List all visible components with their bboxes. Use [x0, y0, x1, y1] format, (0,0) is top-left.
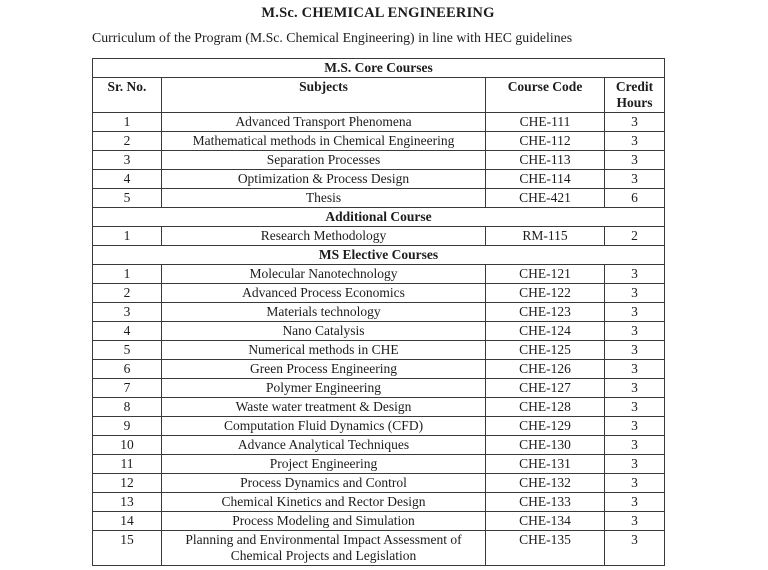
course-row: [93, 531, 665, 566]
course-code: CHE-124: [486, 322, 605, 341]
course-row: [93, 379, 665, 398]
section-heading: MS Elective Courses: [93, 246, 665, 265]
course-code: CHE-126: [486, 360, 605, 379]
course-row: [93, 189, 665, 208]
course-subject: Advanced Process Economics: [162, 284, 486, 303]
course-code: CHE-121: [486, 265, 605, 284]
column-header-code: Course Code: [486, 78, 605, 113]
course-sr: 10: [93, 436, 162, 455]
course-code: CHE-114: [486, 170, 605, 189]
column-header-sr: Sr. No.: [93, 78, 162, 113]
course-code: CHE-133: [486, 493, 605, 512]
course-subject: Planning and Environmental Impact Assessment of Chemical Projects and Legislation: [162, 531, 486, 566]
course-sr: 4: [93, 170, 162, 189]
course-code: CHE-127: [486, 379, 605, 398]
section-heading: M.S. Core Courses: [93, 59, 665, 78]
course-row: [93, 151, 665, 170]
course-subject: Computation Fluid Dynamics (CFD): [162, 417, 486, 436]
column-header-subject: Subjects: [162, 78, 486, 113]
course-credits: 3: [605, 322, 665, 341]
course-credits: 3: [605, 455, 665, 474]
course-code: RM-115: [486, 227, 605, 246]
course-credits: 3: [605, 398, 665, 417]
course-row: [93, 284, 665, 303]
course-subject: Materials technology: [162, 303, 486, 322]
section-heading-row: [93, 246, 665, 265]
course-subject: Process Dynamics and Control: [162, 474, 486, 493]
course-subject: Chemical Kinetics and Rector Design: [162, 493, 486, 512]
course-credits: 3: [605, 360, 665, 379]
course-credits: 2: [605, 227, 665, 246]
course-code: CHE-122: [486, 284, 605, 303]
course-code: CHE-111: [486, 113, 605, 132]
course-row: [93, 512, 665, 531]
section-heading-row: [93, 59, 665, 78]
course-row: [93, 132, 665, 151]
course-subject: Waste water treatment & Design: [162, 398, 486, 417]
course-subject: Project Engineering: [162, 455, 486, 474]
course-code: CHE-421: [486, 189, 605, 208]
course-subject: Advanced Transport Phenomena: [162, 113, 486, 132]
course-credits: 3: [605, 132, 665, 151]
course-credits: 3: [605, 493, 665, 512]
course-subject: Mathematical methods in Chemical Engineering: [162, 132, 486, 151]
course-sr: 5: [93, 341, 162, 360]
course-subject: Optimization & Process Design: [162, 170, 486, 189]
course-row: [93, 227, 665, 246]
course-row: [93, 455, 665, 474]
course-row: [93, 436, 665, 455]
course-row: [93, 398, 665, 417]
course-credits: 3: [605, 303, 665, 322]
course-sr: 7: [93, 379, 162, 398]
course-credits: 3: [605, 284, 665, 303]
course-code: CHE-123: [486, 303, 605, 322]
course-sr: 6: [93, 360, 162, 379]
course-credits: 3: [605, 170, 665, 189]
course-code: CHE-130: [486, 436, 605, 455]
page-title: M.Sc. CHEMICAL ENGINEERING: [261, 5, 495, 21]
course-code: CHE-135: [486, 531, 605, 566]
course-subject: Numerical methods in CHE: [162, 341, 486, 360]
curriculum-table: [92, 58, 665, 566]
course-credits: 3: [605, 417, 665, 436]
course-row: [93, 265, 665, 284]
course-sr: 15: [93, 531, 162, 566]
course-credits: 3: [605, 474, 665, 493]
course-subject: Advance Analytical Techniques: [162, 436, 486, 455]
course-code: CHE-129: [486, 417, 605, 436]
course-sr: 8: [93, 398, 162, 417]
column-header-row: [93, 78, 665, 113]
course-sr: 5: [93, 189, 162, 208]
course-row: [93, 493, 665, 512]
course-code: CHE-113: [486, 151, 605, 170]
course-subject: Polymer Engineering: [162, 379, 486, 398]
course-sr: 14: [93, 512, 162, 531]
course-sr: 1: [93, 113, 162, 132]
course-subject: Thesis: [162, 189, 486, 208]
course-code: CHE-112: [486, 132, 605, 151]
course-row: [93, 474, 665, 493]
course-credits: 3: [605, 265, 665, 284]
course-subject: Research Methodology: [162, 227, 486, 246]
course-code: CHE-131: [486, 455, 605, 474]
course-code: CHE-132: [486, 474, 605, 493]
course-code: CHE-134: [486, 512, 605, 531]
course-row: [93, 170, 665, 189]
course-credits: 3: [605, 436, 665, 455]
course-row: [93, 417, 665, 436]
course-credits: 3: [605, 531, 665, 566]
column-header-credits: Credit Hours: [605, 78, 665, 113]
course-credits: 6: [605, 189, 665, 208]
course-row: [93, 303, 665, 322]
course-code: CHE-128: [486, 398, 605, 417]
course-sr: 4: [93, 322, 162, 341]
course-sr: 3: [93, 151, 162, 170]
course-sr: 1: [93, 265, 162, 284]
page-subtitle: Curriculum of the Program (M.Sc. Chemical Engineering) in line with HEC guidelines: [92, 30, 573, 45]
course-sr: 9: [93, 417, 162, 436]
course-sr: 1: [93, 227, 162, 246]
course-subject: Green Process Engineering: [162, 360, 486, 379]
course-credits: 3: [605, 113, 665, 132]
course-credits: 3: [605, 151, 665, 170]
course-sr: 11: [93, 455, 162, 474]
curriculum-table-body: [93, 59, 665, 566]
course-row: [93, 341, 665, 360]
section-heading: Additional Course: [93, 208, 665, 227]
course-sr: 12: [93, 474, 162, 493]
course-sr: 2: [93, 132, 162, 151]
course-subject: Process Modeling and Simulation: [162, 512, 486, 531]
course-sr: 2: [93, 284, 162, 303]
course-subject: Molecular Nanotechnology: [162, 265, 486, 284]
course-subject: Separation Processes: [162, 151, 486, 170]
course-sr: 13: [93, 493, 162, 512]
course-subject: Nano Catalysis: [162, 322, 486, 341]
course-row: [93, 360, 665, 379]
course-row: [93, 113, 665, 132]
section-heading-row: [93, 208, 665, 227]
course-credits: 3: [605, 512, 665, 531]
course-row: [93, 322, 665, 341]
course-sr: 3: [93, 303, 162, 322]
course-code: CHE-125: [486, 341, 605, 360]
course-credits: 3: [605, 341, 665, 360]
course-credits: 3: [605, 379, 665, 398]
